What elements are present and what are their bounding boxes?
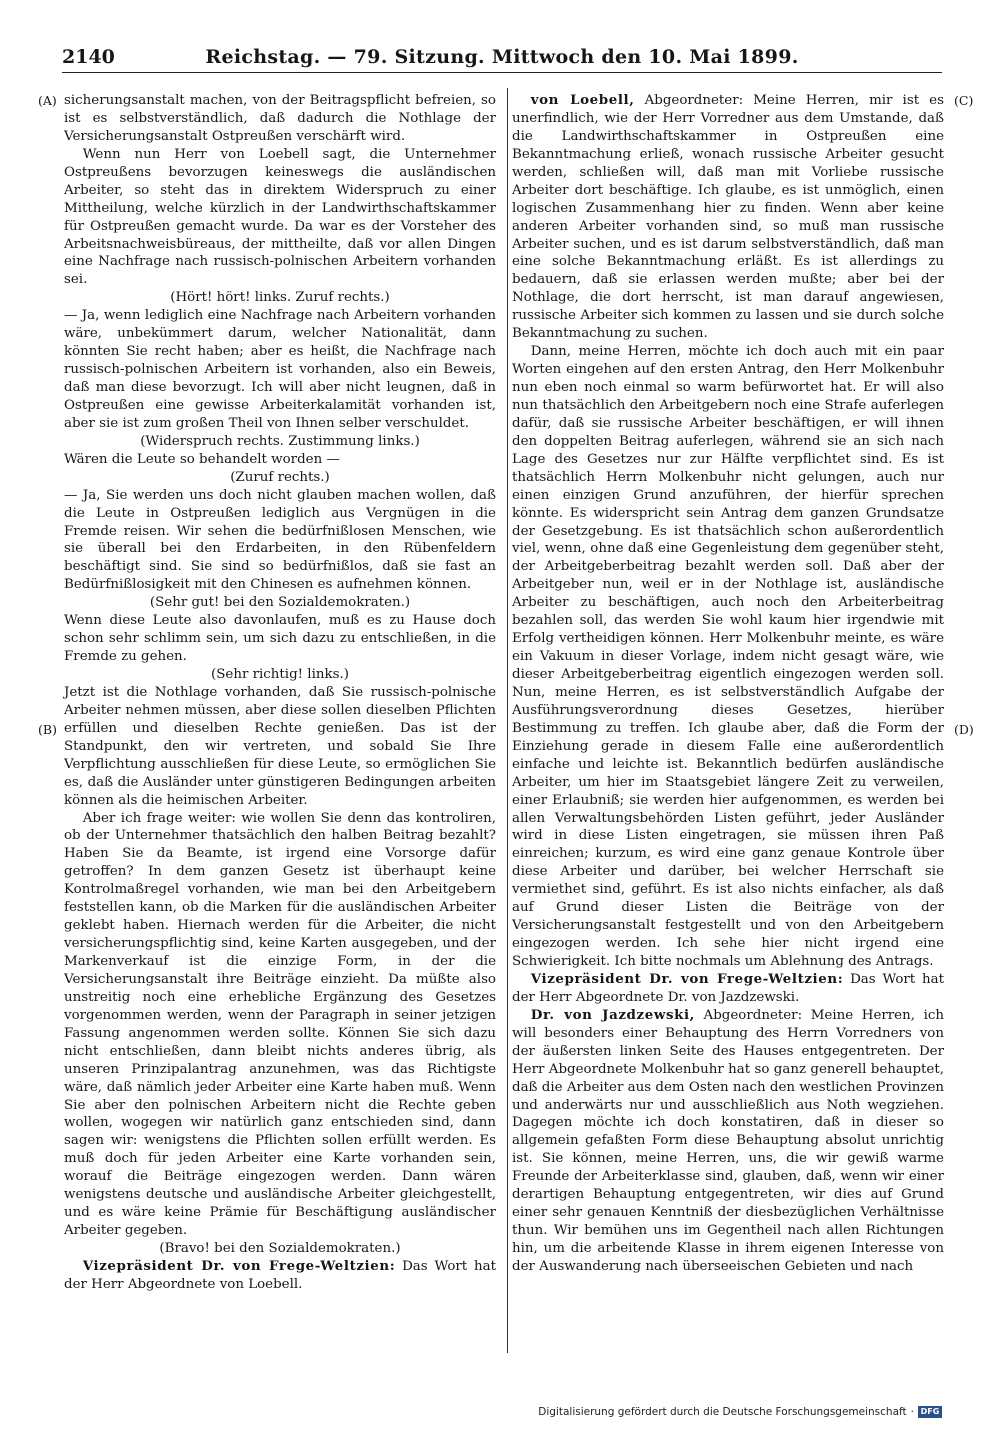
column-divider (507, 88, 508, 1353)
paragraph (64, 307, 496, 433)
paragraph (512, 971, 944, 1007)
paragraph-text: (Hört! hört! links. Zuruf rechts.) (170, 290, 390, 306)
speaker-name: Vizepräsident Dr. von Frege-Weltzien: (530, 970, 844, 987)
paragraph (64, 92, 496, 146)
page-header (62, 44, 942, 73)
footer: Digitalisierung gefördert durch die Deutsche Forschungsgemeinschaft · DFG (538, 1406, 942, 1418)
paragraph-text: (Bravo! bei den Sozialdemokraten.) (159, 1241, 401, 1256)
paragraph (64, 487, 496, 595)
paragraph-text: Wenn diese Leute also davonlaufen, muß es zu Hause doch schon sehr schlimm sein, um sich dazu zu entschließen, in die Fremde zu gehen. (64, 613, 496, 665)
interjection (64, 289, 496, 307)
paragraph (64, 810, 496, 1241)
paragraph-text: Das Wort hat der Herr Abgeordnete Dr. von Jazdzewski. (512, 971, 944, 1005)
left-column (64, 92, 496, 1294)
paragraph-text: Aber ich frage weiter: wie wollen Sie denn das kontroliren, ob der Unternehmer thatsächlich den halben Beitrag bezahlt? Haben Sie da Beamte, ist irgend eine Vorsorge dafür getroffen? In dem ganzen Gesetz ist überhaupt keine Kontrolmaßregel vorhanden, wie man bei den Arbeitgebern feststellen kann, ob die Marken für die ausländischen Arbeiter geklebt haben. Hiernach werden für die Arbeiter, die nicht versicherungspflichtig sind, keine Karten ausgegeben, und der Markenverkauf ist die einzige Form, in der die Versicherungsanstalt ihre Beiträge einzieht. Da müßte also unstreitig noch eine erhebliche Ergänzung des Gesetzes vorgenommen werden, wenn der Paragraph in seiner jetzigen Fassung angenommen werden sollte. Können Sie sich dazu nicht entschließen, dann bleibt nichts anderes übrig, als unseren Prinzipalantrag anzunehmen, was das Richtigste wäre, daß nämlich jeder Arbeiter eine Karte haben muß. Wenn Sie aber den polnischen Arbeitern nicht die Rechte geben wollen, wogegen wir natürlich ganz entschieden sind, dann sagen wir: wenigstens die Pflichten sollen erfüllt werden. Es muß doch für jeden Arbeiter eine Karte vorhanden sein, worauf die Beiträge eingezogen werden. Dann wären wenigstens deutsche und ausländische Arbeiter gleichgestellt, und es wäre keine Prämie für Beschäftigung ausländischer Arbeiter gegeben. (64, 810, 496, 1239)
paragraph-text: (Zuruf rechts.) (230, 469, 330, 485)
paragraph-text: Jetzt ist die Nothlage vorhanden, daß Sie russisch-polnische Arbeiter nehmen müssen, aber diese sollen dieselben Pflichten erfüllen und dieselben Rechte genießen. Das ist der Standpunkt, den wir vertreten, und sobald Sie Ihre Verpflichtung ausschließen für diese Leute, so ermöglichen Sie es, daß die Ausländer unter günstigeren Bedingungen arbeiten können als die heimischen Arbeiter. (64, 684, 496, 808)
interjection (64, 1240, 496, 1258)
paragraph (64, 1258, 496, 1294)
interjection (64, 666, 496, 684)
paragraph-text: (Sehr gut! bei den Sozialdemokraten.) (149, 595, 411, 611)
margin-mark-c: (C) (954, 93, 974, 108)
margin-mark-d: (D) (954, 722, 974, 737)
running-title: Reichstag. — 79. Sitzung. Mittwoch den 10. Mai 1899. (205, 46, 799, 68)
paragraph (64, 451, 496, 469)
paragraph (64, 612, 496, 666)
paragraph-text: Das Wort hat der Herr Abgeordnete von Loebell. (64, 1258, 496, 1292)
margin-mark-a: (A) (38, 93, 57, 108)
paragraph-text: Dann, meine Herren, möchte ich doch auch mit ein paar Worten eingehen auf den ersten Antrag, den Herr Molkenbuhr nun eben noch einmal so warm befürwortet hat. Er will also nun thatsächlich den Arbeitgebern noch eine Strafe auferlegen dafür, daß sie russische Arbeiter beschäftigen, er will ihnen den doppelten Beitrag auferlegen, während sie an sich nach Lage des Gesetzes nur zur Hälfte verpflichtet sind. Es ist thatsächlich Herrn Molkenbuhr nicht gelungen, auch nur einen einzigen Grund anzuführen, der hierfür sprechen könnte. Es widerspricht sein Antrag dem ganzen Grundsatze der Gesetzgebung. Es ist thatsächlich schon außerordentlich viel, wenn, ohne daß eine Gegenleistung dem gegenüber steht, der Arbeitgeberbeitrag bezahlt werden soll. Daß aber der Arbeitgeber nun, weil er in der Nothlage ist, ausländische Arbeiter zu beschäftigen, auch noch den Arbeiterbeitrag bezahlen soll, das werden Sie wohl kaum hier irgendwie mit Erfolg vertheidigen können. Herr Molkenbuhr meinte, es wäre ein Vakuum in dieser Vorlage, indem nicht gesagt wäre, wie dieser Arbeitgeberbeitrag eigentlich eingezogen werden soll. Nun, meine Herren, es ist selbstverständlich Aufgabe der Ausführungsverordnung dieses Gesetzes, hierüber Bestimmung zu treffen. Ich glaube aber, daß die Form der Einziehung gerade in diesem Falle eine außerordentlich einfache und leichte ist. Bekanntlich bedürfen ausländische Arbeiter, um hier im Staatsgebiet längere Zeit zu verweilen, einer Erlaubniß; sie werden hier aufgenommen, es werden bei allen Verwaltungsbehörden Listen geführt, jeder Ausländer wird in diese Listen eingetragen, sie müssen ihren Paß einreichen; kurzum, es wird eine ganz genaue Kontrole über diese Arbeiter und darüber, bei welcher Herrschaft sie vermiethet sind, geführt. Es ist also nichts einfacher, als daß auf Grund dieser Listen die Beiträge von der Versicherungsanstalt festgestellt und von den Arbeitgebern eingezogen werden. Ich sehe hier nicht irgend eine Schwierigkeit. Ich bitte nochmals um Ablehnung des Antrags. (512, 344, 944, 969)
interjection (64, 594, 496, 612)
speaker-name: Vizepräsident Dr. von Frege-Weltzien: (82, 1257, 396, 1274)
paragraph (512, 1007, 944, 1276)
page-number: 2140 (62, 46, 115, 68)
speaker-name: Dr. von Jazdzewski, (530, 1006, 695, 1023)
interjection (64, 469, 496, 487)
interjection (64, 433, 496, 451)
paragraph-text: Abgeordneter: Meine Herren, ich will besonders einer Behauptung des Herrn Vorredners von der äußersten linken Seite des Hauses entgegentreten. Der Herr Abgeordnete Molkenbuhr hat so ganz generell behauptet, daß die Arbeiter aus dem Osten nach den westlichen Provinzen und anderwärts nur und ausschließlich aus Noth wegziehen. Dagegen möchte ich doch konstatiren, daß in dieser so allgemein gefaßten Form diese Behauptung absolut unrichtig ist. Sie können, meine Herren, uns, die wir gewiß warme Freunde der Arbeiterklasse sind, glauben, daß, wenn wir einer derartigen Behauptung entgegentreten, wir dies auf Grund einer sehr genauen Kenntniß der diesbezüglichen Verhältnisse thun. Wir bemühen uns im Gegentheil nach allen Richtungen hin, um die arbeitende Klasse in ihrem eigenen Interesse von der Auswanderung nach überseeischen Gebieten und nach (512, 1007, 945, 1274)
paragraph-text: — Ja, Sie werden uns doch nicht glauben machen wollen, daß die Leute in Ostpreußen lediglich aus Vergnügen in die Fremde reisen. Wir sehen die bedürfnißlosen Menschen, wie sie überall bei den Erdarbeiten, in den Rübenfeldern beschäftigt sind. Sie sind so bedürfnißlos, daß sie fast an Bedürfnißlosigkeit mit den Chinesen es aufnehmen können. (64, 487, 496, 593)
paragraph-text: sicherungsanstalt machen, von der Beitragspflicht befreien, so ist es selbstverständlich, daß dadurch die Nothlage der Versicherungsanstalt Ostpreußen verschärft wird. (64, 93, 496, 144)
footer-credit: Digitalisierung gefördert durch die Deutsche Forschungsgemeinschaft (538, 1406, 907, 1418)
paragraph-text: (Sehr richtig! links.) (211, 667, 349, 682)
margin-mark-b: (B) (38, 722, 57, 737)
paragraph (512, 343, 944, 971)
paragraph (64, 684, 496, 810)
paragraph-text: Wären die Leute so behandelt worden — (64, 451, 340, 467)
paragraph (512, 92, 944, 343)
right-column (512, 92, 944, 1276)
paragraph-text: — Ja, wenn lediglich eine Nachfrage nach Arbeitern vorhanden wäre, unbekümmert darum, welcher Nationalität, dann könnten Sie recht haben; aber es heißt, die Nachfrage nach russisch-polnischen Arbeitern ist vorhanden, also ein Beweis, daß man diese bevorzugt. Ich will aber nicht leugnen, daß in Ostpreußen eine gewisse Arbeiterkalamität vorhanden ist, aber sie ist zum großen Theil von Ihnen selber verschuldet. (64, 308, 496, 431)
paragraph (64, 146, 496, 290)
paragraph-text: Wenn nun Herr von Loebell sagt, die Unternehmer Ostpreußens bevorzugen keineswegs die ausländischen Arbeiter, so steht das in direktem Widerspruch zu einer Mittheilung, welche kürzlich in der Landwirthschaftskammer für Ostpreußen gemacht wurde. Da war es der Vorsteher des Arbeitsnachweisbüreaus, der mittheilte, daß vor allen Dingen eine Nachfrage nach russisch-polnischen Arbeitern vorhanden sei. (64, 146, 496, 288)
paragraph-text: Abgeordneter: Meine Herren, mir ist es unerfindlich, wie der Herr Vorredner aus dem Umstande, daß die Landwirthschaftskammer in Ostpreußen eine Bekanntmachung erließ, wonach russische Arbeiter gesucht werden, schließen will, daß man mit Vorliebe russische Arbeiter dort beschäftige. Ich glaube, es ist unmöglich, einen logischen Zusammenhang hier zu finden. Wenn aber keine anderen Arbeiter vorhanden sind, so muß man russische Arbeiter suchen, und es ist darum selbstverständlich, daß man eine solche Bekanntmachung erläßt. Es ist allerdings zu bedauern, daß sie erlassen werden mußte; aber bei der Nothlage, die dort herrscht, ist man darauf angewiesen, russische Arbeiter sich kommen zu lassen und sie durch solche Bekanntmachung zu suchen. (512, 93, 944, 342)
dfg-logo-icon: DFG (918, 1406, 942, 1418)
speaker-name: von Loebell, (530, 92, 635, 108)
paragraph-text: (Widerspruch rechts. Zustimmung links.) (140, 433, 420, 449)
